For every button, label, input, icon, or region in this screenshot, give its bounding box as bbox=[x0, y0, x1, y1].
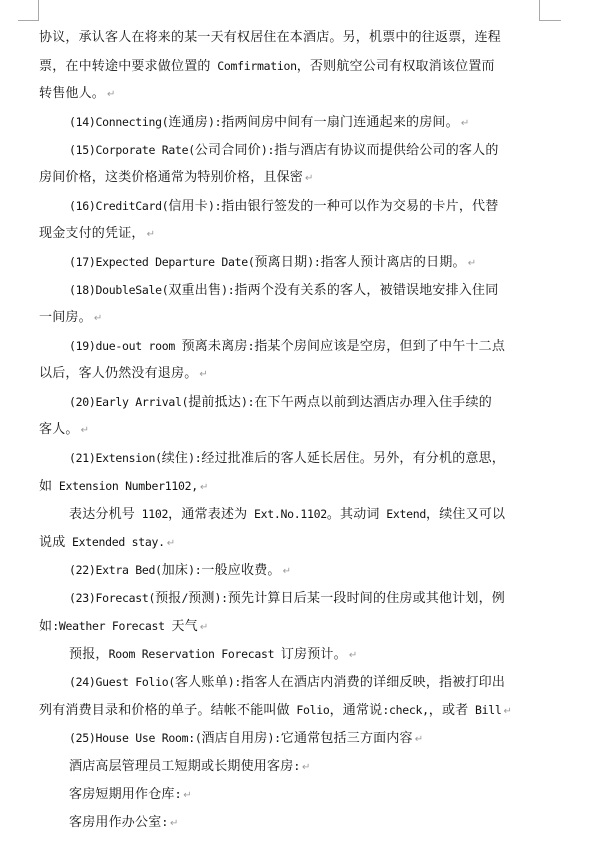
text-line: (14)Connecting(连通房):指两间房中间有一扇门连通起来的房间。 ↵ bbox=[69, 115, 470, 130]
text-line: 说成 Extended stay. ↵ bbox=[39, 535, 176, 550]
crop-mark-right-horizontal bbox=[539, 20, 561, 21]
text-line: (16)CreditCard(信用卡):指由银行签发的一种可以作为交易的卡片，代替 bbox=[69, 199, 499, 214]
text-line: (24)Guest Folio(客人账单):指客人在酒店内消费的详细反映，指被打印出 bbox=[69, 675, 506, 690]
paragraph-mark-icon: ↵ bbox=[166, 538, 176, 549]
text-line: (15)Corporate Rate(公司合同价):指与酒店有协议而提供给公司的客人的 bbox=[69, 143, 499, 158]
crop-mark-left-vertical bbox=[38, 0, 39, 20]
paragraph-mark-icon: ↵ bbox=[467, 258, 477, 269]
text-line: 客人。 ↵ bbox=[39, 422, 90, 437]
text-line: 表达分机号 1102，通常表述为 Ext.No.1102。其动词 Extend，续住又可以 bbox=[69, 507, 506, 522]
paragraph-mark-icon: ↵ bbox=[146, 229, 156, 240]
text-line: 票，在中转途中要求做位置的 Comfirmation，否则航空公司有权取消该位置而 bbox=[39, 59, 495, 74]
paragraph-mark-icon: ↵ bbox=[80, 425, 90, 436]
paragraph-mark-icon: ↵ bbox=[93, 313, 103, 324]
text-line: (25)House Use Room:(酒店自用房):它通常包括三方面内容 ↵ bbox=[69, 731, 424, 746]
text-line: (19)due-out room 预离未离房:指某个房间应该是空房，但到了中午十二点 bbox=[69, 339, 506, 354]
text-line: (21)Extension(续住):经过批准后的客人延长居住。另外，有分机的意思， bbox=[69, 451, 505, 466]
text-line: (23)Forecast(预报/预测):预先计算日后某一段时间的住房或其他计划，例 bbox=[69, 591, 505, 606]
text-line: 房间价格，这类价格通常为特别价格，且保密 ↵ bbox=[39, 170, 314, 185]
text-line: (22)Extra Bed(加床):一般应收费。 ↵ bbox=[69, 563, 292, 578]
paragraph-mark-icon: ↵ bbox=[107, 89, 116, 100]
paragraph-mark-icon: ↵ bbox=[170, 818, 179, 829]
text-line: 预报，Room Reservation Forecast 订房预计。 ↵ bbox=[69, 647, 358, 662]
text-line: 客房短期用作仓库: ↵ bbox=[69, 787, 192, 802]
paragraph-mark-icon: ↵ bbox=[348, 650, 358, 661]
text-line: 协议，承认客人在将来的某一天有权居住在本酒店。另，机票中的往返票，连程 bbox=[39, 30, 502, 45]
text-line: 客房用作办公室: ↵ bbox=[69, 815, 179, 830]
text-line: 现金支付的凭证， ↵ bbox=[39, 226, 156, 241]
paragraph-mark-icon: ↵ bbox=[183, 790, 192, 801]
text-line: 转售他人。 ↵ bbox=[39, 86, 116, 101]
paragraph-mark-icon: ↵ bbox=[414, 734, 424, 745]
text-line: 列有消费目录和价格的单子。结帐不能叫做 Folio，通常说:check,，或者 Bill ↵ bbox=[39, 703, 513, 718]
text-line: (20)Early Arrival(提前抵达):在下午两点以前到达酒店办理入住手续的 bbox=[69, 395, 492, 410]
paragraph-mark-icon: ↵ bbox=[305, 173, 314, 184]
crop-mark-left-horizontal bbox=[18, 20, 39, 21]
paragraph-mark-icon: ↵ bbox=[199, 622, 209, 633]
text-line: 一间房。 ↵ bbox=[39, 310, 103, 325]
paragraph-mark-icon: ↵ bbox=[282, 566, 292, 577]
paragraph-mark-icon: ↵ bbox=[199, 482, 209, 493]
text-line: 如 Extension Number1102, ↵ bbox=[39, 479, 209, 494]
text-line: (17)Expected Departure Date(预离日期):指客人预计离店的日期。 ↵ bbox=[69, 255, 477, 270]
text-line: (18)DoubleSale(双重出售):指两个没有关系的客人，被错误地安排入住同 bbox=[69, 283, 499, 298]
paragraph-mark-icon: ↵ bbox=[460, 118, 470, 129]
paragraph-mark-icon: ↵ bbox=[302, 762, 311, 773]
text-line: 如:Weather Forecast 天气 ↵ bbox=[39, 619, 209, 634]
paragraph-mark-icon: ↵ bbox=[503, 706, 513, 717]
crop-mark-right-vertical bbox=[539, 0, 540, 20]
text-line: 酒店高层管理员工短期或长期使用客房: ↵ bbox=[69, 759, 311, 774]
text-line: 以后，客人仍然没有退房。 ↵ bbox=[39, 366, 208, 381]
paragraph-mark-icon: ↵ bbox=[199, 369, 208, 380]
